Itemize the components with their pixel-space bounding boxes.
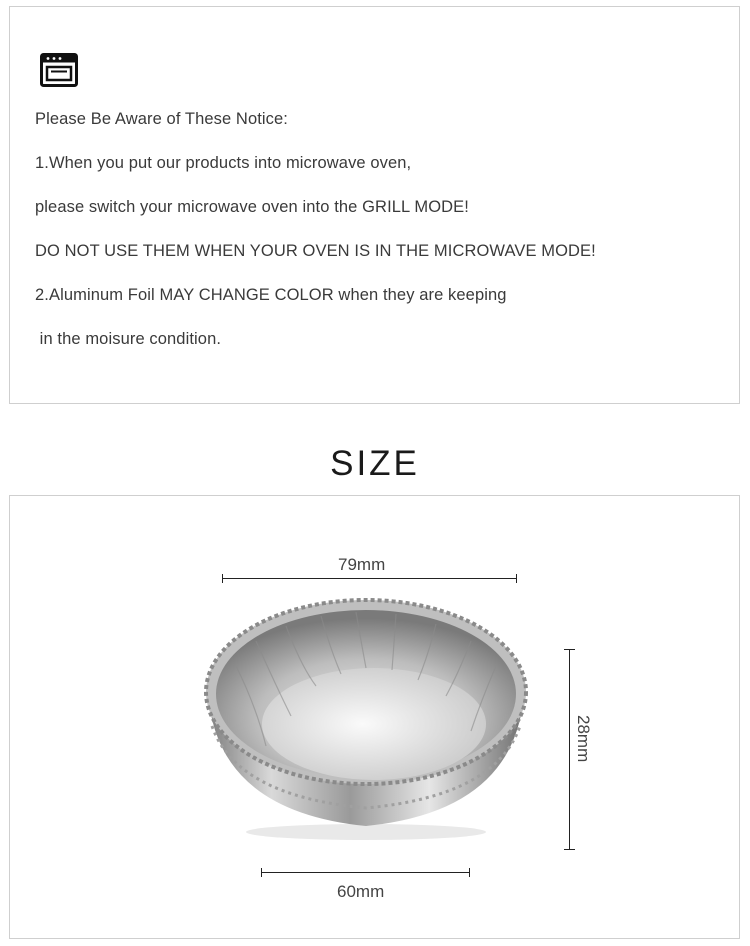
size-title: SIZE	[330, 444, 420, 483]
notice-line-5: in the moisure condition.	[35, 330, 222, 348]
height-line	[569, 649, 570, 850]
notice-line-1: 1.When you put our products into microwave oven,	[35, 154, 412, 172]
notice-heading: Please Be Aware of These Notice:	[35, 110, 288, 128]
height-label: 28mm	[574, 715, 593, 763]
notice-line-2: please switch your microwave oven into the GRILL MODE!	[35, 198, 469, 216]
top-width-label: 79mm	[338, 555, 386, 574]
top-width-line	[222, 578, 517, 579]
oven-icon	[40, 53, 78, 87]
notice-line-4: 2.Aluminum Foil MAY CHANGE COLOR when they are keeping	[35, 286, 507, 304]
bottom-width-label: 60mm	[337, 882, 385, 901]
notice-box	[9, 6, 740, 404]
notice-line-3: DO NOT USE THEM WHEN YOUR OVEN IS IN THE MICROWAVE MODE!	[35, 242, 596, 260]
bottom-width-line	[261, 872, 470, 873]
foil-dish-image	[196, 596, 536, 844]
